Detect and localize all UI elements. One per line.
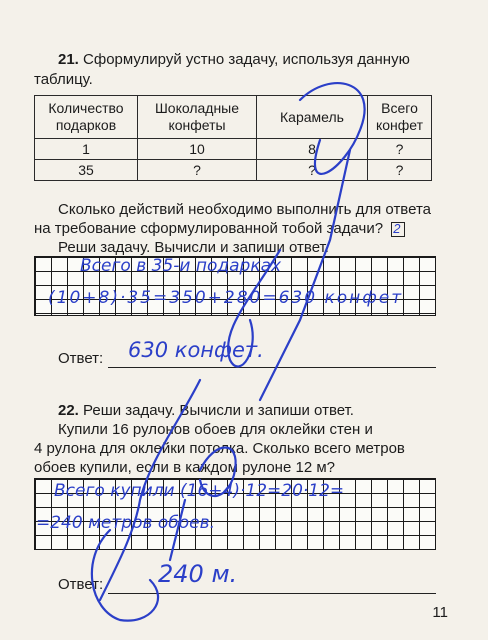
task22-answer-value[interactable]: 240 м. xyxy=(158,560,238,588)
task21-question-text: на требование сформулированной тобой задачи? xyxy=(34,220,384,237)
task21-text-line1: Сформулируй устно задачу, используя данную xyxy=(83,51,410,68)
table-cell: ? xyxy=(138,160,257,181)
pen-stroke xyxy=(200,448,236,497)
task22-text-line1: Купили 16 рулонов обоев для оклейки стен и xyxy=(58,421,373,438)
table-cell: 35 xyxy=(35,160,138,181)
task22-instruction: Реши задачу. Вычисли и запиши ответ. xyxy=(83,402,354,419)
task21-number: 21. xyxy=(58,51,79,68)
task22-text-line3: обоев купили, если в каждом рулоне 12 м? xyxy=(34,459,335,476)
pen-stroke xyxy=(300,83,365,174)
task21-answer-label: Ответ: xyxy=(58,350,104,367)
pen-stroke xyxy=(92,530,158,621)
task21-question-line1: Сколько действий необходимо выполнить для ответа xyxy=(58,201,432,218)
pen-stroke xyxy=(228,250,280,366)
task22-work-line1: Всего купили (16+4)·12=20·12= xyxy=(54,481,345,501)
task22-answer-label: Ответ: xyxy=(58,576,104,593)
task21-text-line2: таблицу. xyxy=(34,71,93,88)
table-cell: ? xyxy=(257,160,368,181)
task22-work-line2: =240 метров обоев. xyxy=(36,513,216,533)
table-cell: 10 xyxy=(138,139,257,160)
pen-stroke xyxy=(260,150,350,400)
pen-stroke xyxy=(170,500,185,560)
answer-box-value: 2 xyxy=(393,220,401,236)
task22-text-line2: 4 рулона для оклейки потолка. Сколько всего метров xyxy=(34,440,405,457)
table-cell: 1 xyxy=(35,139,138,160)
table-header-cell: Карамель xyxy=(257,96,368,139)
task21-answer-value[interactable]: 630 конфет. xyxy=(128,338,264,362)
pen-stroke xyxy=(100,380,200,600)
table-header-cell: Количество подарков xyxy=(35,96,138,139)
table-cell: ? xyxy=(368,139,432,160)
task21-work-line2: (10+8)·35=350+280=630 конфет xyxy=(48,288,404,308)
table-header-cell: Всего конфет xyxy=(368,96,432,139)
task22-number: 22. xyxy=(58,402,79,419)
task21-instruction: Реши задачу. Вычисли и запиши ответ. xyxy=(58,239,329,256)
task21-work-line1: Всего в 35-и подарках xyxy=(80,256,282,276)
table-cell: 8 xyxy=(257,139,368,160)
table-cell: ? xyxy=(368,160,432,181)
page-number: 11 xyxy=(432,604,448,621)
table-header-cell: Шоколадные конфеты xyxy=(138,96,257,139)
